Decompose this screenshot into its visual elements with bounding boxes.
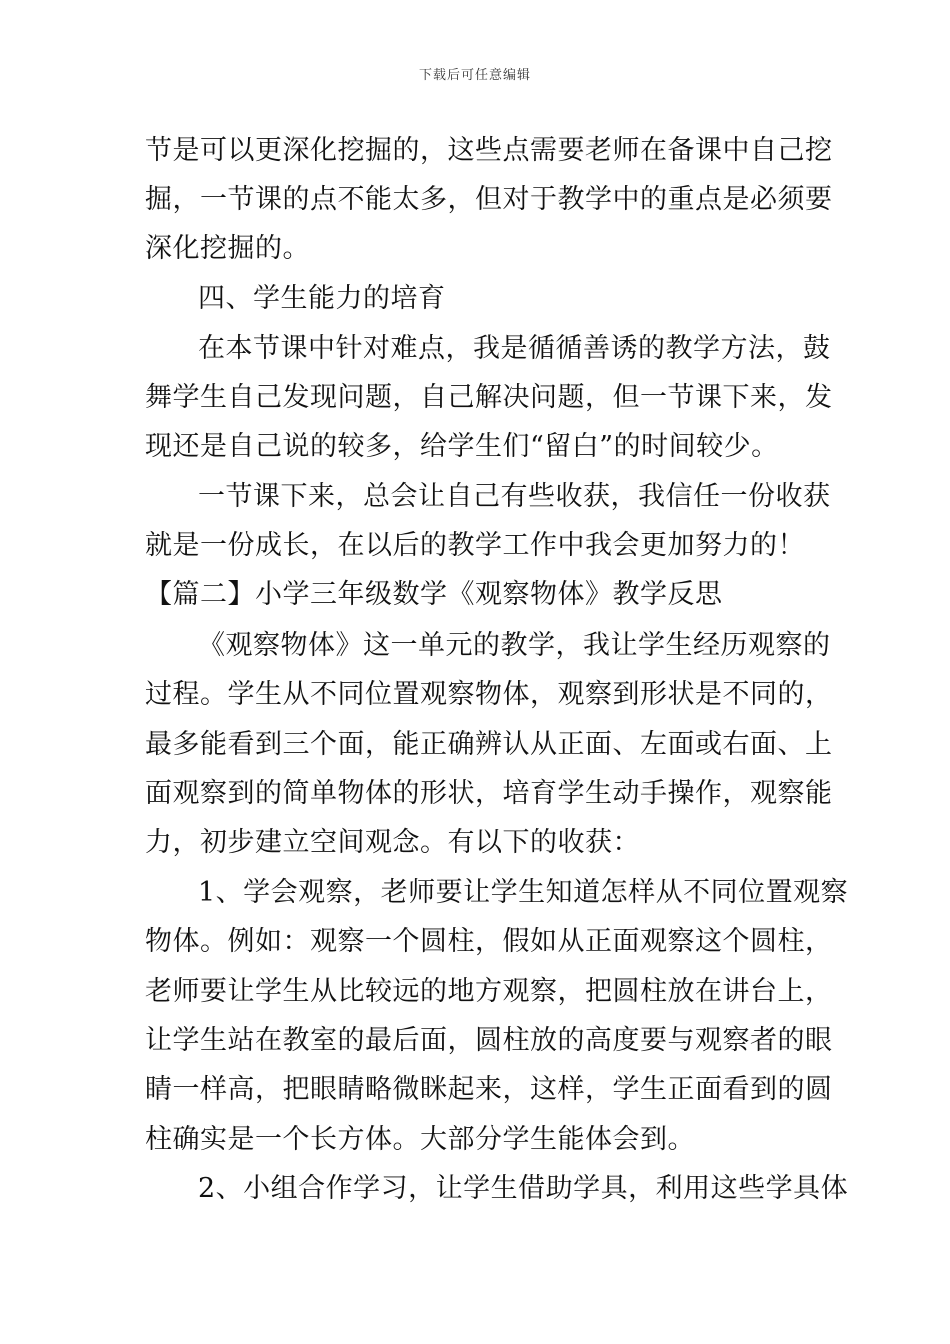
- body-line: 过程。学生从不同位置观察物体，观察到形状是不同的，: [145, 679, 833, 710]
- body-line: 一节课下来，总会让自己有些收获，我信任一份收获: [198, 481, 831, 512]
- body-line: 现还是自己说的较多，给学生们“留白”的时间较少。: [145, 431, 779, 462]
- section-heading: 四、学生能力的培育: [198, 283, 446, 314]
- body-line: 柱确实是一个长方体。大部分学生能体会到。: [145, 1124, 695, 1155]
- body-line: 老师要让学生从比较远的地方观察，把圆柱放在讲台上，: [145, 976, 833, 1007]
- body-line: 让学生站在教室的最后面，圆柱放的高度要与观察者的眼: [145, 1025, 833, 1056]
- body-line: 节是可以更深化挖掘的，这些点需要老师在备课中自己挖: [145, 135, 833, 166]
- page-header-note: 下载后可任意编辑: [418, 68, 531, 83]
- body-line: 面观察到的简单物体的形状，培育学生动手操作，观察能: [145, 778, 833, 809]
- article-title: 【篇二】小学三年级数学《观察物体》教学反思: [145, 579, 723, 610]
- body-line: 掘，一节课的点不能太多，但对于教学中的重点是必须要: [145, 184, 833, 215]
- body-line: 就是一份成长，在以后的教学工作中我会更加努力的！: [145, 530, 805, 561]
- body-line: 最多能看到三个面，能正确辨认从正面、左面或右面、上: [145, 729, 833, 760]
- body-line: 1、学会观察，老师要让学生知道怎样从不同位置观察: [198, 877, 849, 908]
- body-line: 深化挖掘的。: [145, 233, 310, 264]
- body-line: 物体。例如：观察一个圆柱，假如从正面观察这个圆柱，: [145, 926, 833, 957]
- body-line: 舞学生自己发现问题，自己解决问题，但一节课下来，发: [145, 382, 833, 413]
- body-line: 在本节课中针对难点，我是循循善诱的教学方法，鼓: [198, 333, 831, 364]
- body-line: 《观察物体》这一单元的教学，我让学生经历观察的: [198, 630, 831, 661]
- body-line: 力，初步建立空间观念。有以下的收获：: [145, 827, 640, 858]
- body-line: 睛一样高，把眼睛略微眯起来，这样，学生正面看到的圆: [145, 1074, 833, 1105]
- body-line: 2、小组合作学习，让学生借助学具，利用这些学具体: [198, 1173, 849, 1204]
